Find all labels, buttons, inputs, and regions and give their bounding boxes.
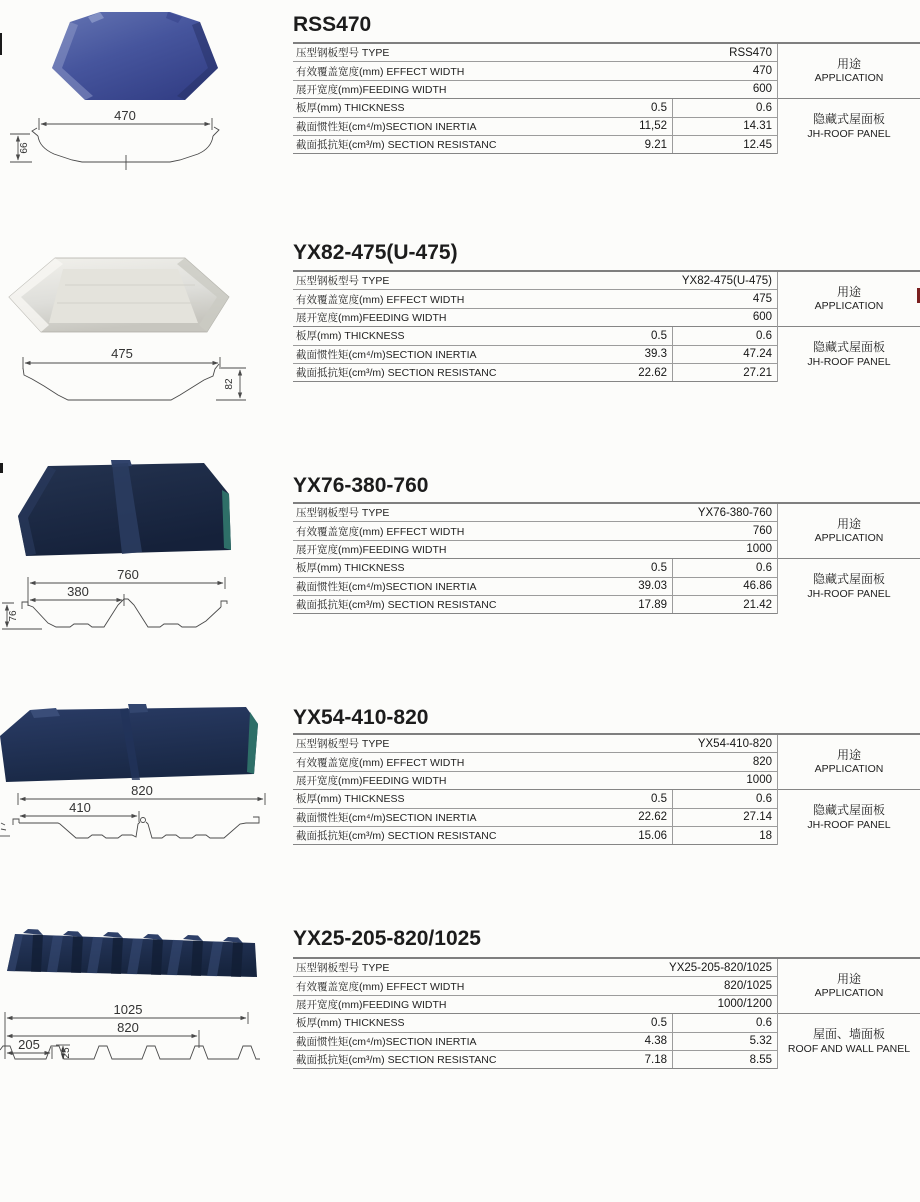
row-label: 展开宽度(mm)FEEDING WIDTH bbox=[296, 998, 447, 1011]
application-value: 隐藏式屋面板 JH-ROOF PANEL bbox=[807, 340, 891, 368]
row-value-1: 39.03 bbox=[638, 580, 667, 593]
row-value-1: 0.5 bbox=[651, 792, 667, 805]
application-value: 屋面、墙面板 ROOF AND WALL PANEL bbox=[787, 1027, 911, 1055]
row-label: 板厚(mm) THICKNESS bbox=[296, 793, 405, 806]
dim-label-height: 82 bbox=[224, 378, 235, 390]
table-row bbox=[293, 272, 777, 290]
table-row bbox=[293, 290, 777, 308]
scan-artifact bbox=[0, 463, 3, 473]
table-row bbox=[293, 559, 777, 577]
dim-label-left-width: 205 bbox=[18, 1037, 40, 1052]
table-row bbox=[293, 959, 777, 977]
row-label: 板厚(mm) THICKNESS bbox=[296, 102, 405, 115]
cross-section-drawing-rss470 bbox=[0, 105, 260, 180]
row-value: RSS470 bbox=[729, 46, 772, 59]
table-row bbox=[293, 1051, 777, 1069]
table-row bbox=[293, 790, 777, 808]
table-row bbox=[293, 136, 777, 154]
row-label: 板厚(mm) THICKNESS bbox=[296, 330, 405, 343]
scan-artifact bbox=[0, 33, 2, 55]
application-header: 用途 APPLICATION bbox=[778, 959, 920, 1014]
spec-table-yx54 bbox=[293, 733, 920, 845]
row-value-2: 0.6 bbox=[672, 790, 777, 807]
table-row bbox=[293, 1014, 777, 1032]
row-label: 有效覆盖宽度(mm) EFFECT WIDTH bbox=[296, 980, 465, 993]
table-row bbox=[293, 772, 777, 790]
row-value-2: 18 bbox=[672, 827, 777, 844]
dim-label-outer-width: 820 bbox=[131, 783, 153, 798]
row-label: 截面抵抗矩(cm³/m) SECTION RESISTANC bbox=[296, 599, 497, 612]
row-value: YX82-475(U-475) bbox=[681, 274, 772, 287]
row-value: 470 bbox=[752, 65, 772, 78]
row-value: 1000/1200 bbox=[717, 998, 772, 1011]
row-value: 1000 bbox=[746, 543, 772, 556]
row-label: 展开宽度(mm)FEEDING WIDTH bbox=[296, 311, 447, 324]
dim-label-mid-width: 820 bbox=[117, 1020, 139, 1035]
row-label: 压型钢板型号 TYPE bbox=[296, 47, 390, 60]
row-value-1: 22.62 bbox=[638, 366, 667, 379]
row-label: 压型钢板型号 TYPE bbox=[296, 738, 390, 751]
row-value-2: 27.21 bbox=[672, 364, 777, 381]
row-value: 1000 bbox=[746, 774, 772, 787]
section-title-yx82: YX82-475(U-475) bbox=[293, 241, 458, 264]
table-row bbox=[293, 99, 777, 117]
row-value-1: 39.3 bbox=[644, 348, 667, 361]
row-label: 截面惯性矩(cm⁴/m)SECTION INERTIA bbox=[296, 348, 477, 361]
spec-table-yx25 bbox=[293, 957, 920, 1069]
row-label: 截面抵抗矩(cm³/m) SECTION RESISTANC bbox=[296, 139, 497, 152]
row-value-1: 17.89 bbox=[638, 598, 667, 611]
table-row bbox=[293, 346, 777, 364]
table-row bbox=[293, 827, 777, 845]
table-row bbox=[293, 522, 777, 540]
table-row bbox=[293, 596, 777, 614]
row-label: 展开宽度(mm)FEEDING WIDTH bbox=[296, 83, 447, 96]
row-value: 820 bbox=[752, 756, 772, 769]
application-header: 用途 APPLICATION bbox=[778, 504, 920, 559]
spec-table-yx82 bbox=[293, 270, 920, 382]
row-label: 截面抵抗矩(cm³/m) SECTION RESISTANC bbox=[296, 1054, 497, 1067]
section-title-rss470: RSS470 bbox=[293, 13, 372, 36]
table-row bbox=[293, 309, 777, 327]
row-label: 压型钢板型号 TYPE bbox=[296, 275, 390, 288]
row-label: 有效覆盖宽度(mm) EFFECT WIDTH bbox=[296, 293, 465, 306]
row-value: YX25-205-820/1025 bbox=[669, 961, 772, 974]
row-label: 截面抵抗矩(cm³/m) SECTION RESISTANC bbox=[296, 830, 497, 843]
clipped-dimension-label bbox=[1, 823, 6, 830]
table-row bbox=[293, 996, 777, 1014]
row-value-2: 8.55 bbox=[672, 1051, 777, 1068]
row-value: 600 bbox=[752, 83, 772, 96]
product-photo-yx25 bbox=[5, 927, 263, 989]
spec-grid bbox=[293, 272, 777, 382]
table-row bbox=[293, 44, 777, 62]
row-value: YX54-410-820 bbox=[697, 737, 772, 750]
application-value: 隐藏式屋面板 JH-ROOF PANEL bbox=[807, 803, 891, 831]
table-row bbox=[293, 753, 777, 771]
row-value-2: 5.32 bbox=[672, 1033, 777, 1050]
application-column bbox=[777, 504, 920, 614]
dim-label-width: 475 bbox=[111, 346, 133, 361]
spec-grid bbox=[293, 504, 777, 614]
table-row bbox=[293, 578, 777, 596]
application-header: 用途 APPLICATION bbox=[778, 44, 920, 99]
product-photo-yx82 bbox=[5, 255, 235, 335]
row-label: 展开宽度(mm)FEEDING WIDTH bbox=[296, 543, 447, 556]
row-value-1: 11,52 bbox=[639, 120, 667, 133]
row-value-1: 0.5 bbox=[651, 561, 667, 574]
table-row bbox=[293, 327, 777, 345]
table-row bbox=[293, 62, 777, 80]
table-row bbox=[293, 541, 777, 559]
dim-label-outer-width: 760 bbox=[117, 567, 139, 582]
row-value-2: 12.45 bbox=[672, 136, 777, 153]
row-value-1: 15.06 bbox=[638, 829, 667, 842]
table-row bbox=[293, 1033, 777, 1051]
row-value: 820/1025 bbox=[724, 980, 772, 993]
table-row bbox=[293, 81, 777, 99]
table-row bbox=[293, 809, 777, 827]
section-title-yx76: YX76-380-760 bbox=[293, 474, 429, 497]
row-value-2: 47.24 bbox=[672, 346, 777, 363]
dim-label-rib-height: 25 bbox=[61, 1047, 72, 1059]
table-row bbox=[293, 735, 777, 753]
row-value-2: 0.6 bbox=[672, 327, 777, 344]
row-value-1: 0.5 bbox=[651, 101, 667, 114]
application-column bbox=[777, 272, 920, 382]
row-value-2: 21.42 bbox=[672, 596, 777, 613]
row-label: 压型钢板型号 TYPE bbox=[296, 507, 390, 520]
dim-label-width: 470 bbox=[114, 108, 136, 123]
spec-grid bbox=[293, 44, 777, 154]
row-value: YX76-380-760 bbox=[697, 506, 772, 519]
application-column bbox=[777, 959, 920, 1069]
application-header: 用途 APPLICATION bbox=[778, 272, 920, 327]
spec-table-yx76 bbox=[293, 502, 920, 614]
row-value-2: 27.14 bbox=[672, 809, 777, 826]
row-value-2: 14.31 bbox=[672, 118, 777, 135]
row-value-1: 22.62 bbox=[638, 811, 667, 824]
cross-section-drawing-yx54 bbox=[0, 778, 290, 850]
row-label: 有效覆盖宽度(mm) EFFECT WIDTH bbox=[296, 525, 465, 538]
application-header: 用途 APPLICATION bbox=[778, 735, 920, 790]
row-label: 有效覆盖宽度(mm) EFFECT WIDTH bbox=[296, 756, 465, 769]
spec-grid bbox=[293, 959, 777, 1069]
product-photo-yx54 bbox=[0, 700, 268, 786]
product-photo-yx76 bbox=[8, 460, 234, 560]
row-value-1: 0.5 bbox=[651, 1016, 667, 1029]
dim-label-inner-width: 380 bbox=[67, 584, 89, 599]
cross-section-drawing-yx82 bbox=[0, 338, 260, 410]
row-value: 600 bbox=[752, 311, 772, 324]
row-value-2: 0.6 bbox=[672, 559, 777, 576]
spec-table-rss470 bbox=[293, 42, 920, 154]
table-row bbox=[293, 977, 777, 995]
row-label: 截面惯性矩(cm⁴/m)SECTION INERTIA bbox=[296, 580, 477, 593]
row-label: 板厚(mm) THICKNESS bbox=[296, 1017, 405, 1030]
row-value-1: 4.38 bbox=[644, 1035, 667, 1048]
row-label: 截面惯性矩(cm⁴/m)SECTION INERTIA bbox=[296, 1035, 477, 1048]
cross-section-drawing-yx76 bbox=[0, 563, 250, 638]
dim-label-overall-width: 1025 bbox=[113, 1002, 143, 1017]
row-value: 760 bbox=[752, 525, 772, 538]
row-value-1: 0.5 bbox=[651, 329, 667, 342]
row-value-2: 0.6 bbox=[672, 1014, 777, 1031]
table-row bbox=[293, 118, 777, 136]
spec-grid bbox=[293, 735, 777, 845]
row-label: 压型钢板型号 TYPE bbox=[296, 962, 390, 975]
row-value-2: 0.6 bbox=[672, 99, 777, 116]
application-value: 隐藏式屋面板 JH-ROOF PANEL bbox=[807, 112, 891, 140]
table-row bbox=[293, 504, 777, 522]
cross-section-drawing-yx25 bbox=[0, 993, 290, 1078]
row-value-1: 7.18 bbox=[644, 1053, 667, 1066]
section-title-yx25: YX25-205-820/1025 bbox=[293, 927, 481, 950]
row-label: 板厚(mm) THICKNESS bbox=[296, 562, 405, 575]
application-column bbox=[777, 44, 920, 154]
application-value: 隐藏式屋面板 JH-ROOF PANEL bbox=[807, 572, 891, 600]
dim-label-height: 76 bbox=[8, 610, 19, 622]
application-column bbox=[777, 735, 920, 845]
row-value-1: 9.21 bbox=[644, 138, 667, 151]
table-row bbox=[293, 364, 777, 382]
row-label: 截面惯性矩(cm⁴/m)SECTION INERTIA bbox=[296, 811, 477, 824]
row-value-2: 46.86 bbox=[672, 578, 777, 595]
product-photo-rss470 bbox=[30, 8, 230, 108]
row-value: 475 bbox=[752, 293, 772, 306]
row-label: 有效覆盖宽度(mm) EFFECT WIDTH bbox=[296, 65, 465, 78]
dim-label-inner-width: 410 bbox=[69, 800, 91, 815]
dim-label-height: 66 bbox=[19, 142, 30, 154]
row-label: 截面惯性矩(cm⁴/m)SECTION INERTIA bbox=[296, 120, 477, 133]
section-title-yx54: YX54-410-820 bbox=[293, 706, 429, 729]
row-label: 展开宽度(mm)FEEDING WIDTH bbox=[296, 774, 447, 787]
row-label: 截面抵抗矩(cm³/m) SECTION RESISTANC bbox=[296, 367, 497, 380]
